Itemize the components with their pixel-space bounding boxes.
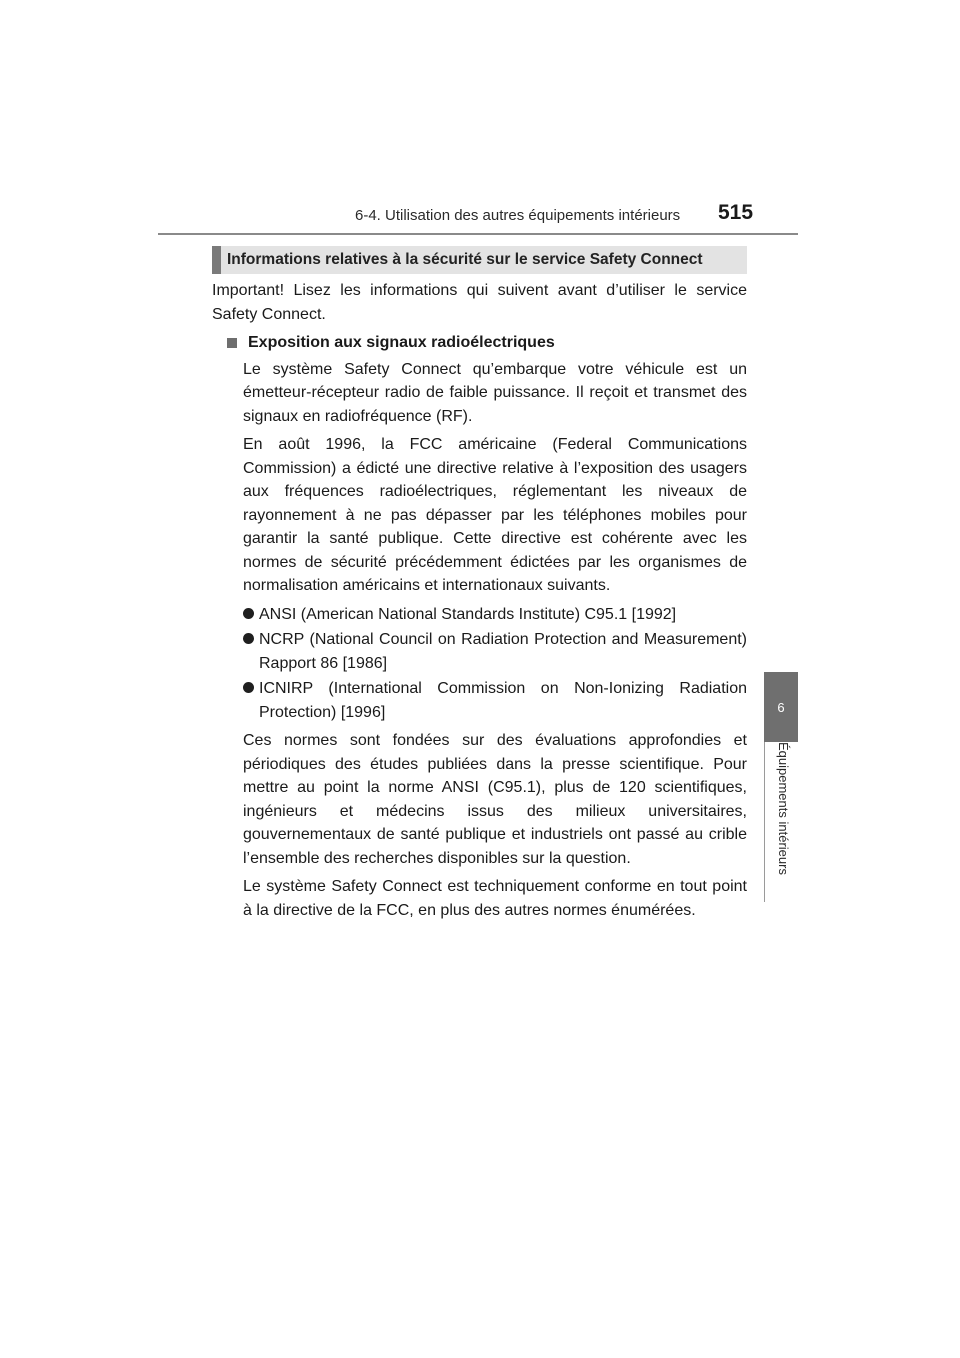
section-heading: Informations relatives à la sécurité sur le service Safety Connect [212, 246, 747, 274]
chapter-tab [764, 672, 798, 742]
chapter-title: Équipements intérieurs [776, 742, 791, 875]
circle-bullet-icon [243, 608, 254, 619]
header-divider [158, 233, 798, 235]
chapter-number: 6 [777, 699, 785, 715]
body-paragraph: Le système Safety Connect est techniquement conforme en tout point à la directive de la FCC, en plus des autres normes énumérées. [243, 878, 747, 919]
page-content [212, 246, 747, 927]
circle-bullet-icon [243, 682, 254, 693]
body-paragraph: En août 1996, la FCC américaine (Federal Communications Commission) a édicté une directive relative à l’exposition des usagers aux fréquences radioélectriques, réglementant les niveaux de rayonnement à ne pas dépasser par les téléphones mobiles pour garantir la santé publique. Cette directive est cohérente avec les normes de sécurité précédemment édictées par les organismes de normalisation américains et internationaux suivants. [243, 436, 747, 594]
page-number: 515 [718, 201, 754, 224]
list-item-text: ANSI (American National Standards Institute) C95.1 [1992] [259, 605, 677, 623]
list-item-text: ICNIRP (International Commission on Non-Ionizing Radiation Protection) [1996] [259, 680, 747, 721]
list-item [243, 603, 747, 627]
subheading-title: Exposition aux signaux radioélectriques [248, 334, 555, 351]
subheading [227, 331, 747, 355]
circle-bullet-icon [243, 633, 254, 644]
list-item-text: NCRP (National Council on Radiation Protection and Measurement) Rapport 86 [1986] [259, 631, 747, 672]
body-paragraph: Ces normes sont fondées sur des évaluations approfondies et périodiques des études publiées dans la presse scientifique. Pour mettre au point la norme ANSI (C95.1), plus de 120 scientifiques, ingénieurs et médecins issus des milieux universitaires, gouvernementaux de santé publique et industriels ont passé au crible l’ensemble des recherches disponibles sur la question. [243, 732, 747, 867]
chapter-tab-divider [764, 742, 765, 902]
body-paragraph: Le système Safety Connect qu’embarque votre véhicule est un émetteur-récepteur radio de faible puissance. Il reçoit et transmet des signaux en radiofréquence (RF). [243, 360, 747, 425]
list-item [243, 677, 747, 724]
list-item [243, 628, 747, 675]
running-header-section: 6-4. Utilisation des autres équipements intérieurs [355, 207, 681, 224]
intro-paragraph: Important! Lisez les informations qui suivent avant d’utiliser le service Safety Connect. [212, 282, 747, 323]
square-bullet-icon [227, 338, 237, 348]
standards-list [243, 603, 747, 725]
